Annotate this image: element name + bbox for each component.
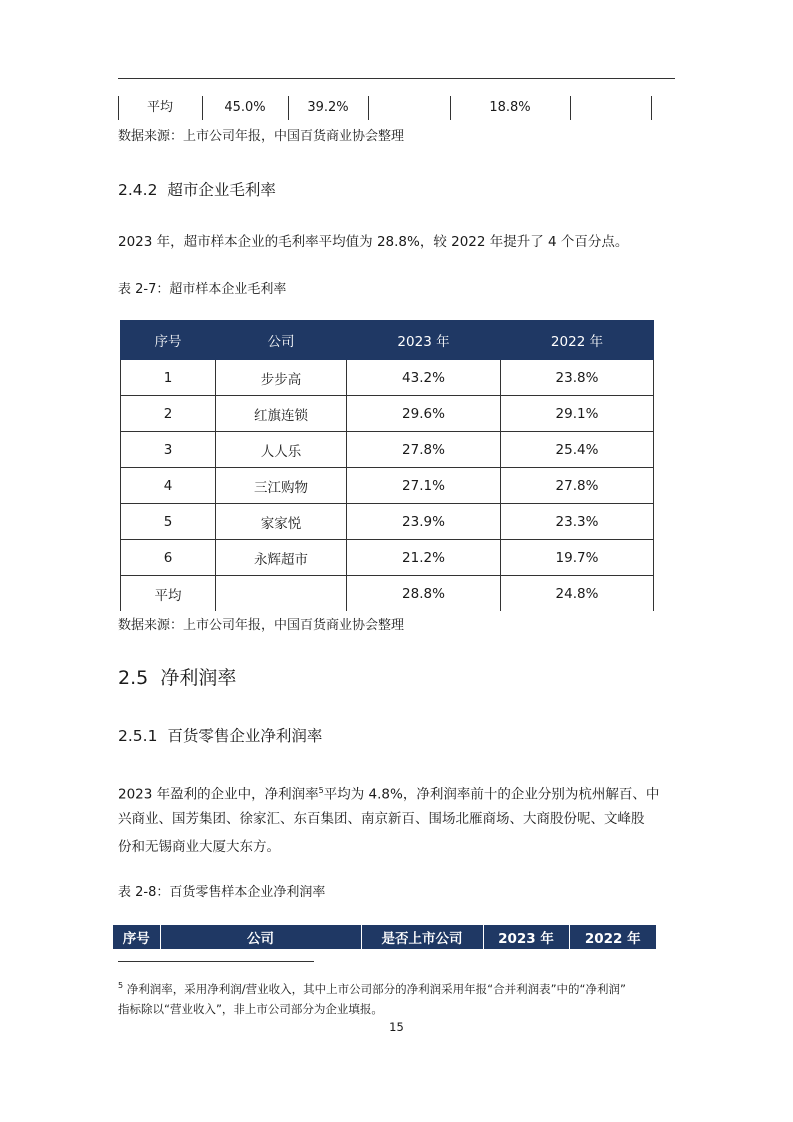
table-row: [121, 396, 654, 432]
table-caption: 表 2-8：百货零售样本企业净利润率: [118, 885, 326, 900]
column-header: 序号: [121, 321, 216, 360]
table-cell: 25.4%: [501, 432, 654, 468]
cell-value: 45.0%: [224, 100, 266, 115]
table-header-row: [113, 925, 656, 949]
column-header: 序号: [113, 925, 160, 949]
section-title: 百货零售企业净利润率: [167, 727, 323, 745]
table-cell: 43.2%: [347, 360, 501, 396]
table-cell: 平均: [121, 576, 216, 612]
section-number: 2.5: [118, 667, 149, 689]
cell-value: [368, 96, 450, 120]
table-cell: 27.8%: [347, 432, 501, 468]
table-cell: 29.1%: [501, 396, 654, 432]
table-row: [121, 540, 654, 576]
section-heading-2-4-2: [118, 179, 276, 201]
table-continuation-row: [118, 96, 652, 120]
section-number: 2.5.1: [118, 727, 158, 745]
cell-value: [570, 96, 650, 120]
table-cell: 2: [121, 396, 216, 432]
paragraph-line: 份和无锡商业大厦大东方。: [118, 839, 280, 855]
table-cell: 3: [121, 432, 216, 468]
table-cell: [216, 576, 347, 612]
table-row: [121, 504, 654, 540]
table-cell: 三江购物: [216, 468, 347, 504]
table-cell: 1: [121, 360, 216, 396]
table-cell: 人人乐: [216, 432, 347, 468]
cell-value: 39.2%: [307, 100, 349, 115]
table-cell: 5: [121, 504, 216, 540]
net-margin-table-header: [113, 925, 656, 949]
column-header: 2023 年: [483, 925, 569, 949]
row-label: 平均: [146, 100, 173, 115]
table-cell: 永辉超市: [216, 540, 347, 576]
paragraph: 2023 年，超市样本企业的毛利率平均值为 28.8%，较 2022 年提升了 4 个百分点。: [118, 234, 629, 250]
section-heading-2-5-1: [118, 725, 322, 747]
table-cell: 红旗连锁: [216, 396, 347, 432]
column-header: 公司: [216, 321, 347, 360]
table-row: [121, 468, 654, 504]
table-cell: 4: [121, 468, 216, 504]
table-cell: 23.9%: [347, 504, 501, 540]
gross-margin-table: [120, 320, 654, 611]
table-cell: 23.8%: [501, 360, 654, 396]
column-header: 公司: [160, 925, 361, 949]
table-cell: 23.3%: [501, 504, 654, 540]
table-cell: 27.1%: [347, 468, 501, 504]
cell-value: 18.8%: [489, 100, 531, 115]
footnote-marker: 5: [118, 981, 124, 990]
section-title: 超市企业毛利率: [167, 181, 276, 199]
data-source-note: 数据来源：上市公司年报，中国百货商业协会整理: [118, 618, 405, 633]
table-cell: 步步高: [216, 360, 347, 396]
paragraph-line: 2023 年盈利的企业中，净利润率$^5$平均为 4.8%，净利润率前十的企业分别为杭州解百、中: [118, 786, 660, 803]
top-rule: [118, 78, 675, 79]
column-header: 2022 年: [569, 925, 656, 949]
table-header-row: [121, 321, 654, 360]
footnote-line: $^5$ 净利润率，采用净利润/营业收入，其中上市公司部分的净利润采用年报“合并利润表”中的“净利润”: [118, 981, 626, 996]
section-title: 净利润率: [160, 667, 237, 689]
footnote: [118, 976, 678, 1019]
table-cell: 28.8%: [347, 576, 501, 612]
page-number: 15: [389, 1020, 404, 1034]
table-caption: 表 2-7：超市样本企业毛利率: [118, 282, 287, 297]
column-header: 2023 年: [347, 321, 501, 360]
table-row: [121, 432, 654, 468]
table-cell: 6: [121, 540, 216, 576]
column-header: 2022 年: [501, 321, 654, 360]
footnote-separator: [118, 961, 314, 962]
table-row: [121, 360, 654, 396]
footnote-line: 指标除以“营业收入”，非上市公司部分为企业填报。: [118, 1001, 383, 1016]
table-cell: 家家悦: [216, 504, 347, 540]
section-heading-2-5: [118, 665, 236, 691]
section-number: 2.4.2: [118, 181, 158, 199]
column-header: 是否上市公司: [361, 925, 483, 949]
table-cell: 19.7%: [501, 540, 654, 576]
footnote-ref[interactable]: 5: [318, 786, 324, 795]
table-cell: 24.8%: [501, 576, 654, 612]
table-cell: 27.8%: [501, 468, 654, 504]
table-cell: 21.2%: [347, 540, 501, 576]
table-cell: 29.6%: [347, 396, 501, 432]
table-row-average: [121, 576, 654, 612]
paragraph-line: 兴商业、国芳集团、徐家汇、东百集团、南京新百、围场北雁商场、大商股份呢、文峰股: [118, 811, 645, 827]
data-source-note: 数据来源：上市公司年报，中国百货商业协会整理: [118, 129, 405, 144]
